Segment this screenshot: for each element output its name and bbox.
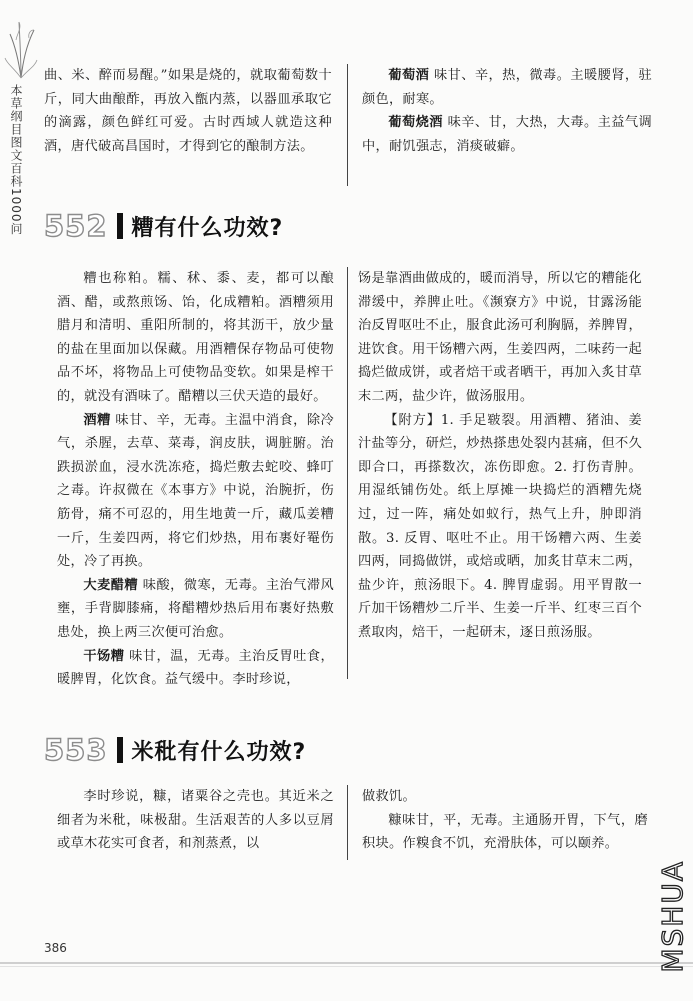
heading-bar-icon bbox=[117, 213, 123, 239]
entry-term: 干饧糟 bbox=[83, 648, 125, 664]
column-divider-552 bbox=[347, 267, 348, 679]
entry-term: 葡萄烧酒 bbox=[388, 115, 443, 131]
question-title: 米秕有什么功效? bbox=[131, 739, 307, 765]
q553-right-column bbox=[362, 785, 648, 856]
watermark-text: MSHUA bbox=[656, 860, 689, 973]
footer-rule-thin bbox=[0, 966, 693, 967]
body-paragraph bbox=[57, 645, 334, 692]
column-divider-top bbox=[347, 64, 348, 186]
q553-left-column bbox=[57, 785, 334, 856]
question-title: 糟有什么功效? bbox=[131, 215, 284, 241]
top-left-paragraph: 曲、米、醉而易醒。”如果是烧的，就取葡萄数十斤，同大曲酿酢，再放入甑内蒸，以器皿承取它的滴露，颜色鲜红可爱。古时西域人就造这种酒，唐代破高昌国时，才得到它的酿制方法。 bbox=[44, 68, 332, 154]
book-series-title: 本草纲目图文百科1000问 bbox=[9, 84, 23, 236]
page-number: 386 bbox=[44, 941, 67, 955]
orchid-decoration-icon bbox=[4, 18, 38, 80]
top-right-column bbox=[362, 64, 652, 158]
body-paragraph: 糠味甘，平，无毒。主通肠开胃，下气，磨积块。作糗食不饥，充滑肤体，可以颐养。 bbox=[362, 812, 648, 852]
body-text: 糟也称粕。糯、秫、黍、麦，都可以酿酒、醋，或熬煎饧、饴，化成糟粕。酒糟须用腊月和清明、重阳所制的，将其沥干，放少量的盐在里面加以保藏。用酒糟保存物品可使物品不坏，将物品上可使物品变软。如果是榨干的，就没有酒味了。醋糟以三伏天造的最好。 bbox=[57, 271, 334, 404]
entry-term: 葡萄酒 bbox=[388, 68, 430, 83]
entry-text: 味甘、辛，热，微毒。主暖腰肾，驻颜色，耐寒。 bbox=[362, 68, 652, 107]
body-paragraph bbox=[358, 267, 642, 409]
entry-paragraph bbox=[362, 64, 652, 111]
q552-left-column bbox=[57, 267, 334, 692]
column-divider-553 bbox=[347, 785, 348, 860]
body-text: 味甘，温，无毒。主治反胃吐食，暖脾胃，化饮食。益气缓中。李时珍说， bbox=[57, 648, 334, 688]
top-left-column bbox=[44, 64, 332, 158]
footer-rule bbox=[0, 962, 693, 964]
body-paragraph bbox=[57, 267, 334, 409]
body-text: 味酸，微寒，无毒。主治气滞风壅，手背脚膝痛，将醋糟炒热后用布裹好热敷患处，换上两三次便可治愈。 bbox=[57, 577, 334, 640]
question-number: 553 bbox=[44, 733, 108, 767]
prescription-paragraph bbox=[358, 409, 642, 645]
entry-term: 酒糟 bbox=[83, 412, 111, 428]
body-paragraph: 李时珍说，糠，诸粟谷之壳也。其近米之细者为米秕，味极甜。生活艰苦的人多以豆屑或草木花实可食者，和剂蒸煮，以 bbox=[57, 789, 334, 852]
body-text: 【附方】1. 手足皲裂。用酒糟、猪油、姜汁盐等分，研烂，炒热搽患处裂内甚痛，但不久即合口，再搽数次，冻伤即愈。2. 打伤青肿。用湿纸铺伤处。纸上厚摊一块捣烂的酒糟先烧过，过一阵，痛处如蚁行，热气上升，肿即消散。3. 反胃、呕吐不止。用干饧糟六两、生姜四两，同捣做饼，或焙或晒，加炙甘草末二两，盐少许，煎汤眼下。4. 脾胃虚弱。用平胃散一斤加干饧糟炒二斤半、生姜一斤半、红枣三百个煮取肉，焙干，一起研末，逐日煎汤服。 bbox=[358, 412, 642, 640]
entry-term: 大麦醋糟 bbox=[83, 577, 139, 593]
heading-bar-icon bbox=[117, 737, 123, 763]
question-number: 552 bbox=[44, 209, 108, 243]
body-text: 饧是靠酒曲做成的，暖而消导，所以它的糟能化滞缓中，养脾止吐。《濒寮方》中说，甘露汤能治反胃呕吐不止，服食此汤可利胸膈，养脾胃，进饮食。用干饧糟六两，生姜四两，二味药一起捣烂做成饼，或者焙干或者晒干，再加入炙甘草末二两，盐少许，做汤服用。 bbox=[358, 271, 642, 404]
question-552-heading bbox=[44, 209, 283, 243]
body-text: 味甘、辛，无毒。主温中消食，除冷气，杀腥，去草、菜毒，润皮肤，调脏腑。治跌损淤血，浸水洗冻疮，捣烂敷去蛇咬、蜂叮之毒。许叔微在《本事方》中说，治腕折，伤筋骨，痛不可忍的，用生地黄一斤，藏瓜姜糟一斤，生姜四两，将它们炒热，用布裹好罨伤处，冷了再换。 bbox=[57, 412, 334, 570]
body-paragraph bbox=[57, 574, 334, 645]
body-paragraph bbox=[57, 409, 334, 574]
q552-right-column bbox=[358, 267, 642, 645]
entry-paragraph bbox=[362, 111, 652, 158]
body-paragraph: 做救饥。 bbox=[362, 789, 416, 804]
question-553-heading bbox=[44, 733, 306, 767]
entry-text: 味辛、甘，大热，大毒。主益气调中，耐饥强志，消痰破癖。 bbox=[362, 115, 653, 154]
